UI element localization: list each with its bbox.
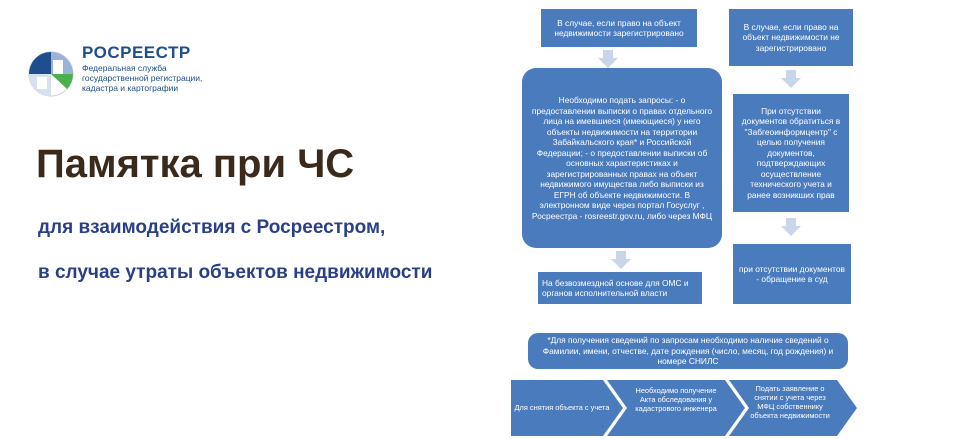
box-note [528, 333, 848, 369]
box-no-documents [733, 94, 849, 212]
box-registered [541, 9, 697, 47]
box-requests [522, 68, 722, 248]
arrow-down-icon [598, 50, 618, 68]
box-not-registered [729, 9, 853, 66]
arrow-down-icon [781, 218, 801, 236]
box-registered-text: В случае, если право на объект недвижимости зарегистрировано [554, 17, 684, 38]
box-free-basis-text: На безвозмездной основе для ОМС и органов исполнительной власти [542, 277, 689, 298]
box-note-text: *Для получения сведений по запросам необходимо наличие сведений о Фамилии, имени, отчестве, дате рождения (число, месяц, год рождения) и номере СНИЛС [542, 335, 834, 367]
chevron-step-2-text: Необходимо получение Акта обследования у кадастрового инженера [635, 386, 717, 413]
box-no-documents-text: При отсутствии документов обратиться в "Забгеоинформцентр" с целью получения документов, подтверждающих осуществление технического учета и ранее возникших прав [741, 105, 841, 200]
subtitle-line-2: в случае утраты объектов недвижимости [38, 262, 433, 283]
box-requests-text: Необходимо подать запросы: - о предоставлении выписки о правах отдельного лица на имевшиеся (имеющиеся) у него объекты недвижимости на территории Забайкальского края* и Российской Федерации; - о предоставлении выписки об основных характеристиках и зарегистрированных правах на объект недвижимого имущества либо выписки из ЕГРН об объекте недвижимости. В электронном виде через портал Госуслуг , Росреестра - rosreestr.gov.ru, либо через МФЦ [531, 95, 713, 221]
subtitle-line-1: для взаимодействия с Росреестром, [38, 217, 386, 238]
chevron-step-1-text: Для снятия объекта с учета [514, 403, 610, 412]
brand-name: РОСРЕЕСТР [82, 43, 191, 62]
page-title: Памятка при ЧС [36, 142, 355, 186]
arrow-down-icon [611, 251, 631, 269]
arrow-down-icon [781, 70, 801, 88]
brand-subtitle: Федеральная служба государственной регистрации, кадастра и картографии [82, 63, 203, 93]
box-court [733, 244, 851, 304]
box-not-registered-text: В случае, если право на объект недвижимости не зарегистрировано [742, 21, 840, 53]
box-free-basis [538, 272, 702, 304]
chevron-step-3-text: Подать заявление о снятии с учета через МФЦ собственнику объекта недвижимости [750, 384, 830, 420]
box-court-text: при отсутствии документов - обращение в суд [739, 263, 845, 284]
